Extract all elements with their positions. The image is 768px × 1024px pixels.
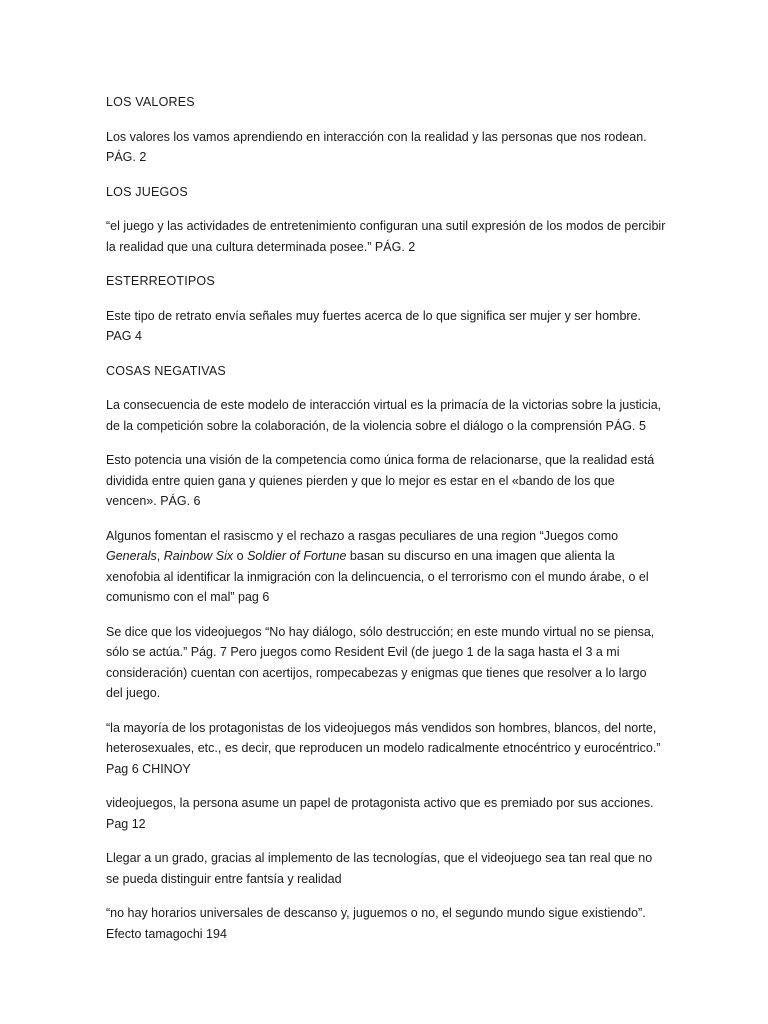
paragraph-valores: Los valores los vamos aprendiendo en interacción con la realidad y las personas que nos rodean. PÁG. 2: [106, 129, 647, 164]
racismo-text-start: Algunos fomentan el rasiscmo y el rechazo a rasgas peculiares de una region “Juegos como: [106, 528, 619, 543]
paragraph-tecnologias: Llegar a un grado, gracias al implemento de las tecnologías, que el videojuego sea tan real que no se pueda distinguir entre fantsía y realidad: [106, 851, 653, 886]
paragraph-protagonistas: “la mayoría de los protagonistas de los videojuegos más vendidos son hombres, blancos, del norte, heterosexuales, etc., es decir, que reproducen un modelo radicalmente etnocéntrico y eurocéntrico.” Pag 6 CHINOY: [106, 720, 661, 776]
document-page: [106, 92, 666, 958]
paragraph-racismo: [106, 526, 666, 608]
heading-los-valores: LOS VALORES: [106, 95, 195, 109]
heading-los-juegos: LOS JUEGOS: [106, 184, 188, 199]
separator-1: ,: [156, 549, 164, 563]
paragraph-juegos: “el juego y las actividades de entretenimiento configuran una sutil expresión de los modos de percibir la realidad que una cultura determinada posee.” PÁG. 2: [106, 219, 666, 254]
game-title-soldier-of-fortune: Soldier of Fortune: [247, 549, 347, 563]
separator-2: o: [233, 549, 248, 563]
game-title-generals: Generals: [106, 549, 157, 563]
paragraph-estereotipos: Este tipo de retrato envía señales muy fuertes acerca de lo que significa ser mujer y ser hombre. PAG 4: [106, 308, 641, 343]
paragraph-dialogo: Se dice que los videojuegos “No hay diálogo, sólo destrucción; en este mundo virtual no se piensa, sólo se actúa.” Pág. 7 Pero juegos como Resident Evil (de juego 1 de la saga hasta el 3 a mi consideración) cuentan con acertijos, rompecabezas y enigmas que tienes que resolver a lo largo del juego.: [106, 624, 655, 700]
paragraph-consecuencia: La consecuencia de este modelo de interacción virtual es la primacía de la victorias sobre la justicia, de la competición sobre la colaboración, de la violencia sobre el diálogo o la comprensión PÁG. 5: [106, 398, 662, 433]
paragraph-competencia: Esto potencia una visión de la competencia como única forma de relacionarse, que la realidad está dividida entre quien gana y quienes pierden y que lo mejor es estar en el «bando de los que vencen». PÁG. 6: [106, 453, 655, 508]
paragraph-tamagochi: “no hay horarios universales de descanso y, juguemos o no, el segundo mundo sigue existiendo”. Efecto tamagochi 194: [106, 906, 646, 941]
heading-estereotipos: ESTERREOTIPOS: [106, 274, 215, 288]
paragraph-protagonista-activo: videojuegos, la persona asume un papel de protagonista activo que es premiado por sus acciones. Pag 12: [106, 796, 654, 831]
racismo-text-end: basan su discurso en una imagen que alienta la xenofobia al identificar la inmigración con la delincuencia, o el terrorismo con el mundo árabe, o el comunismo con el mal” pag 6: [106, 549, 649, 604]
game-title-rainbow-six: Rainbow Six: [163, 549, 234, 563]
heading-cosas-negativas: COSAS NEGATIVAS: [106, 363, 226, 378]
